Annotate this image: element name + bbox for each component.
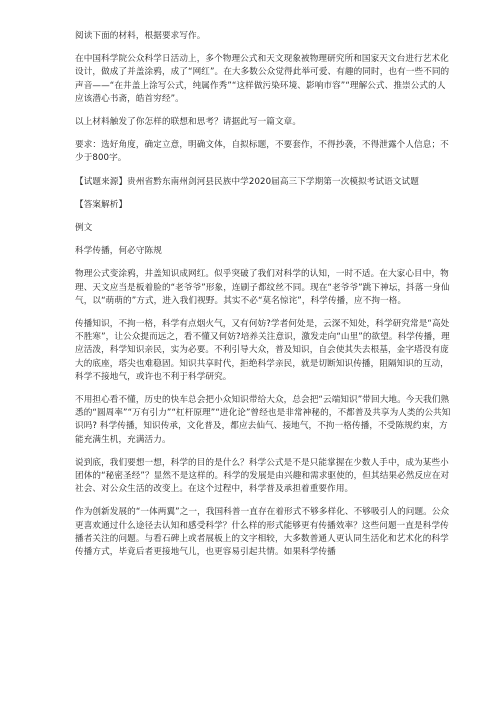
prompt-question: 以上材料触发了你怎样的联想和思考？请据此写一篇文章。 [75,117,302,128]
essay-paragraph-5: 作为创新发展的“一体两翼”之一，我国科普一直存在着形式不够多样化、不够吸引人的问题。公众更喜欢通过什么途径去认知和感受科学？什么样的形式能够更有传播效率？这些问题一直是科学传播者关注的问题。与看石碑上或者展板上的文字相较，大多数普通人更认同生活化和艺术化的科学传播方式，毕竟后者更接地气儿，也更容易引起共情。如果科学传播 [75,507,450,558]
essay-paragraph-3: 不用担心看不懂，历史的快车总会把小众知识带给大众，总会把“云端知识”带回大地。今天我们熟悉的“圆周率”“万有引力”“杠杆原理”“进化论”曾经也是非常神秘的，不都普及共享为人类的公共知识吗? 科学传播，知识传承，文化普及，都应去仙气、接地气，不拘一格传播，不受陈规约束，方能充满生机，充满活力。 [75,395,451,445]
instruction-line: 阅读下面的材料，根据要求写作。 [75,31,206,41]
essay-paragraph-4: 说到底，我们要想一想，科学的目的是什么？科学公式是不是只能掌握在少数人手中，成为某些小团体的“秘密圣经”？显然不是这样的。科学的发展是由兴趣和需求驱使的，但其结果必然反应在对社会、对公众生活的改变上。在这个过程中，科学普及承担着重要作用。 [75,457,450,495]
essay-paragraph-1: 物理公式变涂鸦，井盖知识成网红。似乎突破了我们对科学的认知，一时不适。在大家心目中，物理、天文应当是板着脸的“老爷爷”形象，连刷子都纹丝不同。现在“老爷爷”跳下神坛，抖落一身仙气，以“萌萌的”方式，进入我们视野。其实不必“莫名惊诧”，科学传播，应不拘一格。 [75,269,450,306]
essay-title: 科学传播，何必守陈规 [75,246,162,257]
material-paragraph: 在中国科学院公众科学日活动上，多个物理公式和天文现象被物理研究所和国家天文台进行艺术化设计，做成了并盖涂鸦，成了“网红”。在大多数公众觉得此举可爱、有趣的同时，也有一些不同的声音——“在井盖上涂写公式，纯属作秀”“这样做污染环境、影响市容”“理解公式、推崇公式的人应该潜心书斋，皓首穷经”。 [75,54,450,104]
example-label: 例文 [75,223,93,234]
requirements-paragraph: 要求：选好角度，确定立意，明确文体，自拟标题，不要套作，不得抄袭，不得泄露个人信息；不少于800字。 [75,140,449,164]
source-line: 【试题来源】贵州省黔东南州剑河县民族中学2020届高三下学期第一次模拟考试语文试题 [75,176,419,187]
essay-paragraph-2: 传播知识，不拘一格，科学有点烟火气，又有何妨?学者何处是，云深不知处，科学研究常是“高处不胜寒”，让公众提而远之，看不懂又何妨?培养关注意识，激发走向“山里”的欲望。科学传播，理应活泼，科学知识亲民，实为必要。不利引导大众，普及知识，自会使其失去根基，金字塔没有庞大的底座，塔尖也难稳固。知识共享时代，拒绝科学亲民，就是切断知识传播，阻隔知识的互动，科学不接地气，或许也不利于科学研究。 [75,319,450,382]
answer-heading: 【答案解析】 [75,199,128,210]
